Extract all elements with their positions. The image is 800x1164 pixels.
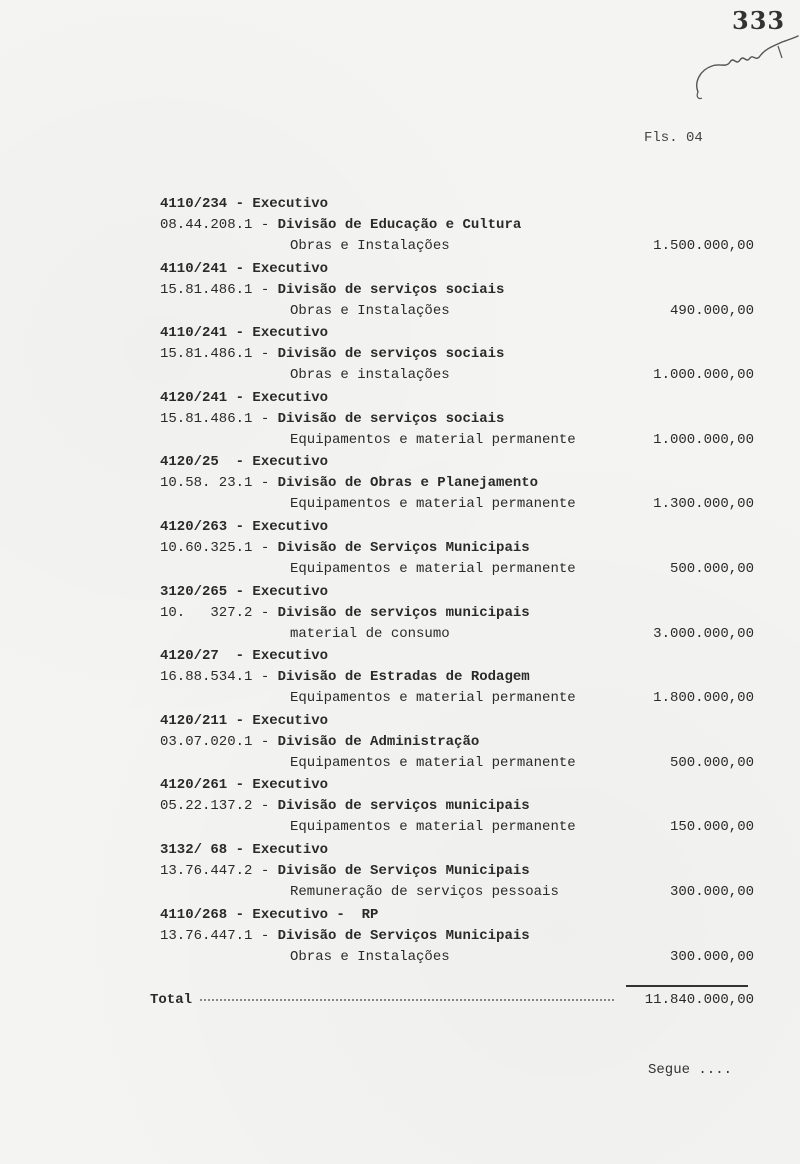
expense-item: Equipamentos e material permanente: [290, 560, 576, 577]
expense-item: material de consumo: [290, 625, 450, 642]
program-line: [160, 280, 504, 300]
total-underline: [626, 985, 748, 987]
program-code: 10. 327.2 -: [160, 604, 278, 621]
expense-item: Obras e Instalações: [290, 302, 450, 319]
expense-item: Obras e Instalações: [290, 238, 450, 254]
account-code: 4120/25 - Executivo: [160, 454, 329, 471]
expense-item: Obras e instalações: [290, 367, 450, 384]
budget-entry: [0, 582, 800, 647]
program-line: [160, 603, 530, 623]
program-code: 05.22.137.2 -: [160, 798, 278, 815]
program-code: 08.44.208.1 -: [160, 217, 278, 233]
entry-amount: 490.000,00: [669, 302, 754, 319]
dot-leader: [200, 999, 614, 1001]
program-line: [160, 473, 538, 493]
division-name: Divisão de Obras e Planejamento: [277, 475, 539, 492]
account-code: 4120/261 - Executivo: [160, 777, 329, 794]
expense-item: Remuneração de serviços pessoais: [290, 883, 559, 900]
account-code: 4110/268 - Executivo - RP: [160, 906, 379, 923]
sheet-reference: Fls. 04: [644, 130, 703, 146]
budget-entry: [0, 452, 800, 517]
budget-entry: [0, 259, 800, 324]
program-code: 15.81.486.1 -: [160, 281, 278, 298]
division-name: Divisão de serviços sociais: [277, 410, 505, 427]
program-line: [160, 861, 530, 881]
division-name: Divisão de Serviços Municipais: [277, 927, 530, 944]
division-name: Divisão de Serviços Municipais: [277, 539, 530, 556]
budget-entry: [0, 775, 800, 840]
program-line: [160, 409, 504, 429]
division-name: Divisão de serviços sociais: [277, 281, 505, 298]
entry-amount: 300.000,00: [669, 948, 754, 965]
budget-entry: [0, 840, 800, 905]
expense-item: Obras e Instalações: [290, 948, 450, 965]
total-amount: 11.840.000,00: [644, 992, 754, 1008]
budget-entry: [0, 323, 800, 388]
budget-entries: [0, 194, 800, 969]
budget-entry: [0, 388, 800, 453]
entry-amount: 1.800.000,00: [653, 690, 754, 707]
division-name: Divisão de Educação e Cultura: [277, 217, 522, 233]
entry-amount: 300.000,00: [669, 883, 754, 900]
continued-note: Segue ....: [648, 1062, 733, 1078]
program-code: 13.76.447.2 -: [160, 862, 278, 879]
total-row: [150, 990, 754, 1010]
program-code: 13.76.447.1 -: [160, 927, 278, 944]
account-code: 4110/241 - Executivo: [160, 260, 329, 277]
budget-entry: [0, 711, 800, 776]
division-name: Divisão de Estradas de Rodagem: [277, 669, 530, 686]
budget-entry: [0, 517, 800, 582]
expense-item: Equipamentos e material permanente: [290, 754, 576, 771]
expense-item: Equipamentos e material permanente: [290, 496, 576, 513]
total-label: Total: [150, 992, 193, 1008]
account-code: 3120/265 - Executivo: [160, 583, 329, 600]
entry-amount: 1.500.000,00: [653, 238, 754, 254]
division-name: Divisão de Serviços Municipais: [277, 862, 530, 879]
division-name: Divisão de serviços municipais: [277, 604, 530, 621]
program-code: 16.88.534.1 -: [160, 669, 278, 686]
account-code: 3132/ 68 - Executivo: [160, 841, 329, 858]
expense-item: Equipamentos e material permanente: [290, 431, 576, 448]
entry-amount: 1.300.000,00: [653, 496, 754, 513]
expense-item: Equipamentos e material permanente: [290, 690, 576, 707]
division-name: Divisão de serviços sociais: [277, 346, 505, 363]
division-name: Divisão de serviços municipais: [277, 798, 530, 815]
account-code: 4110/234 - Executivo: [160, 196, 329, 212]
entry-amount: 150.000,00: [669, 819, 754, 836]
entry-amount: 3.000.000,00: [653, 625, 754, 642]
entry-amount: 500.000,00: [669, 754, 754, 771]
program-code: 15.81.486.1 -: [160, 346, 278, 363]
budget-entry: [0, 646, 800, 711]
account-code: 4120/241 - Executivo: [160, 389, 329, 406]
entry-amount: 1.000.000,00: [653, 367, 754, 384]
program-line: [160, 796, 530, 816]
program-line: [160, 926, 530, 946]
account-code: 4110/241 - Executivo: [160, 325, 329, 342]
account-code: 4120/27 - Executivo: [160, 648, 329, 665]
program-line: [160, 538, 530, 558]
program-line: [160, 215, 521, 235]
handwritten-initials: [690, 32, 800, 102]
program-line: [160, 667, 530, 687]
program-code: 10.58. 23.1 -: [160, 475, 278, 492]
budget-entry: [0, 905, 800, 970]
program-line: [160, 732, 479, 752]
account-code: 4120/211 - Executivo: [160, 712, 329, 729]
division-name: Divisão de Administração: [277, 733, 480, 750]
entry-amount: 1.000.000,00: [653, 431, 754, 448]
entry-amount: 500.000,00: [669, 560, 754, 577]
budget-entry: [0, 194, 800, 259]
program-code: 15.81.486.1 -: [160, 410, 278, 427]
account-code: 4120/263 - Executivo: [160, 518, 329, 535]
program-line: [160, 344, 504, 364]
page-number: 333: [732, 6, 786, 35]
expense-item: Equipamentos e material permanente: [290, 819, 576, 836]
program-code: 03.07.020.1 -: [160, 733, 278, 750]
program-code: 10.60.325.1 -: [160, 539, 278, 556]
